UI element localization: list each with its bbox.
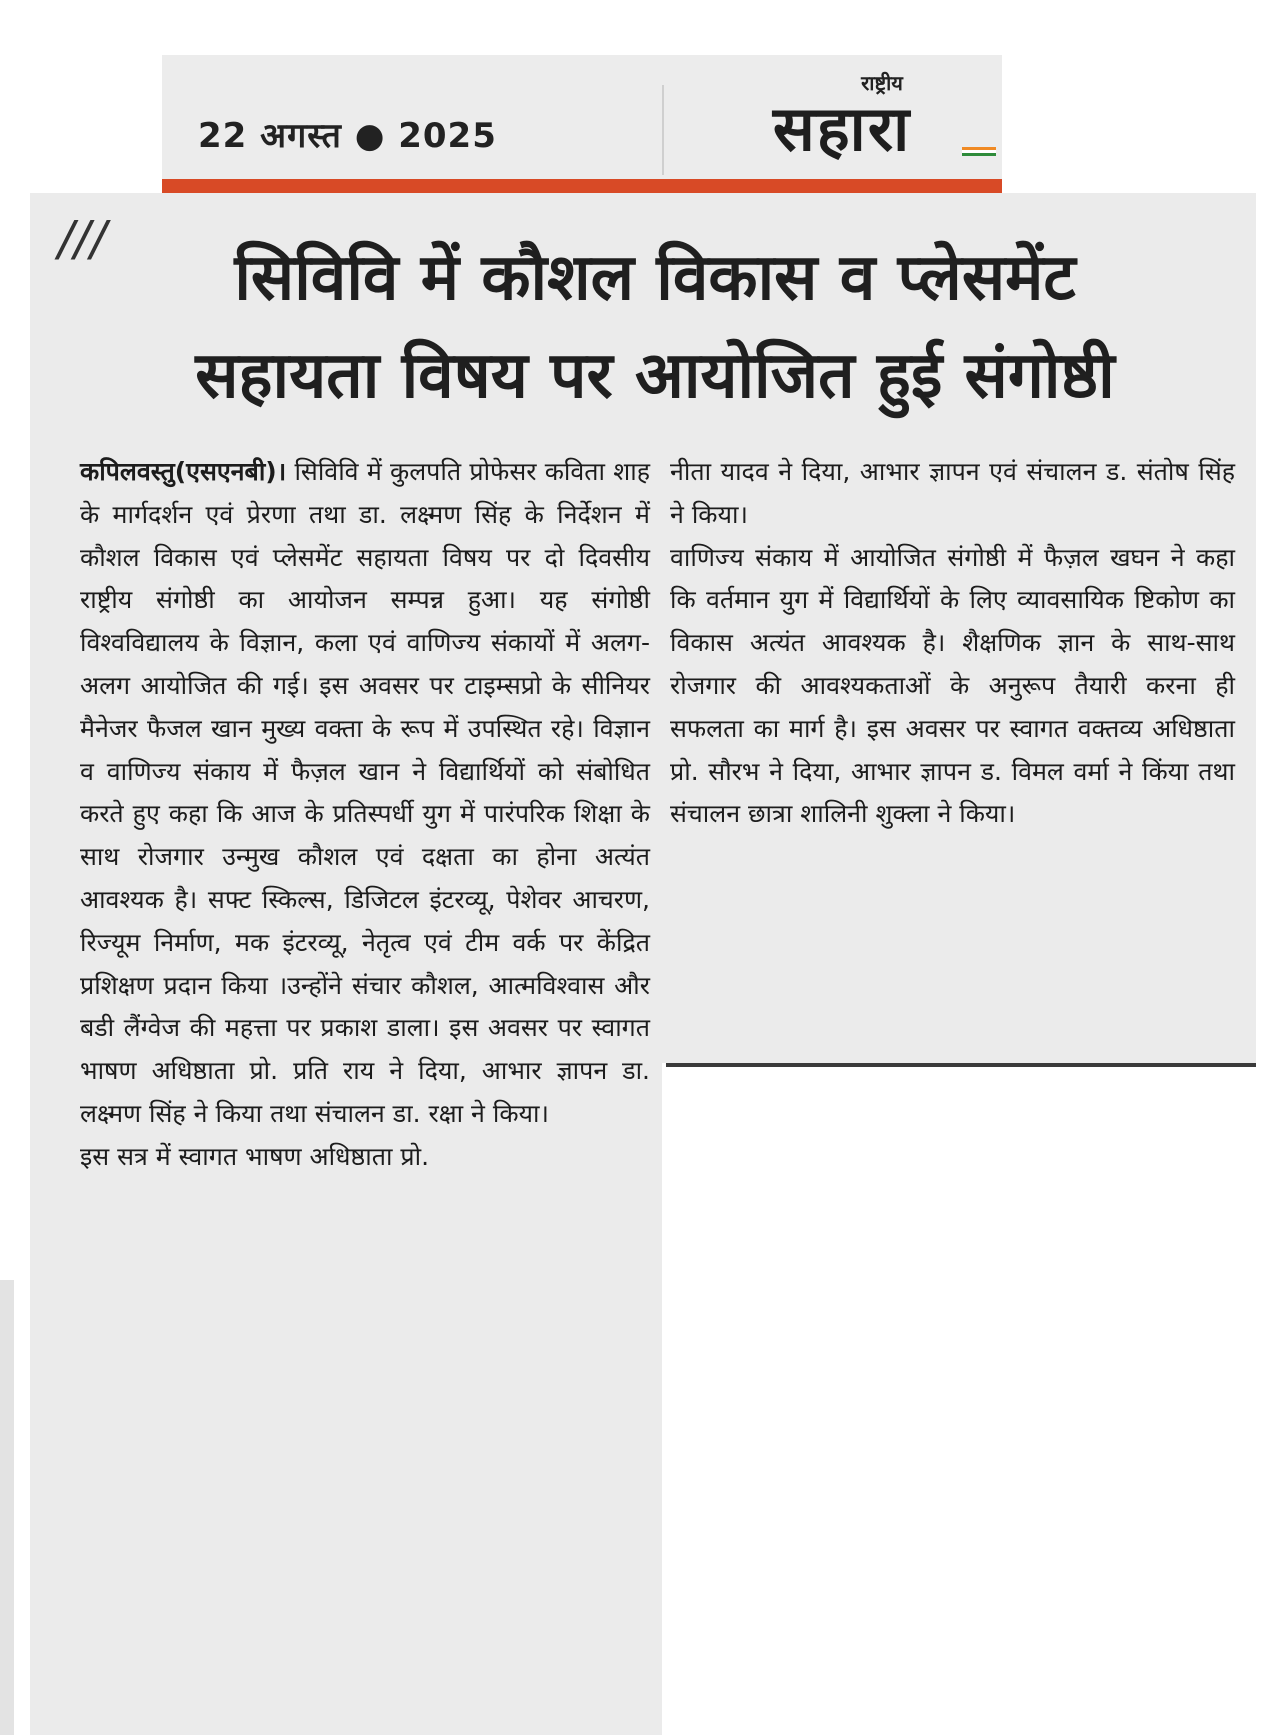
article-right-column <box>670 451 1235 836</box>
article-paragraph <box>80 451 650 1136</box>
article-clipping <box>30 193 1256 1735</box>
tricolor-flag-icon <box>962 147 996 155</box>
article-paragraph: इस सत्र में स्वागत भाषण अधिष्ठाता प्रो. <box>80 1141 430 1171</box>
headline-line-1: सिविवि में कौशल विकास व प्लेसमेंट <box>234 241 1076 315</box>
paragraph-text: सिविवि में कुलपति प्रोफेसर कविता शाह के मार्गदर्शन एवं प्रेरणा तथा डा. लक्ष्मण सिंह के निर्देशन में कौशल विकास एवं प्लेसमेंट सहायता विषय पर दो दिवसीय राष्ट्रीय संगोष्ठी का आयोजन सम्पन्न हुआ। यह संगोष्ठी विश्वविद्यालय के विज्ञान, कला एवं वाणिज्य संकायों में अलग-अलग आयोजित की गई। इस अवसर पर टाइम्सप्रो के सीनियर मैनेजर फैजल खान मुख्य वक्ता के रूप में उपस्थित रहे। विज्ञान व वाणिज्य संकाय में फैज़ल खान ने विद्यार्थियों को संबोधित करते हुए कहा कि आज के प्रतिस्पर्धी युग में पारंपरिक शिक्षा के साथ रोजगार उन्मुख कौशल एवं दक्षता का होना अत्यंत आवश्यक है। सफ्ट स्किल्स, डिजिटल इंटरव्यू, पेशेवर आचरण, रिज्यूम निर्माण, मक इंटरव्यू, नेतृत्व एवं टीम वर्क पर केंद्रित प्रशिक्षण प्रदान किया ।उन्होंने संचार कौशल, आत्मविश्वास और बडी लैंग्वेज की महत्ता पर प्रकाश डाला। इस अवसर पर स्वागत भाषण अधिष्ठाता प्रो. प्रति राय ने दिया, आभार ज्ञापन डा. लक्ष्मण सिंह ने किया तथा संचालन डा. रक्षा ने किया। <box>80 457 650 1128</box>
scan-edge-shadow <box>0 1280 14 1735</box>
newspaper-masthead <box>162 55 1002 195</box>
newspaper-name-prefix: राष्ट्रीय <box>861 71 903 95</box>
masthead-divider <box>662 85 664 175</box>
marker-slash-icon: /// <box>58 211 107 267</box>
article-dateline: कपिलवस्तु(एसएनबी)। <box>80 457 287 486</box>
column-end-rule <box>666 1063 1256 1067</box>
article-headline <box>90 229 1220 425</box>
publication-date: 22 अगस्त ● 2025 <box>198 116 497 156</box>
article-paragraph: नीता यादव ने दिया, आभार ज्ञापन एवं संचालन ड. संतोष सिंह ने किया। <box>670 457 1235 529</box>
newspaper-logo: सहारा <box>772 92 912 165</box>
article-paragraph: वाणिज्य संकाय में आयोजित संगोष्ठी में फैज़ल खघन ने कहा कि वर्तमान युग में विद्यार्थियों के लिए व्यावसायिक ष्टिकोण का विकास अत्यंत आवश्यक है। शैक्षणिक ज्ञान के साथ-साथ रोजगार की आवश्यकताओं के अनुरूप तैयारी करना ही सफलता का मार्ग है। इस अवसर पर स्वागत वक्तव्य अधिष्ठाता प्रो. सौरभ ने दिया, आभार ज्ञापन ड. विमल वर्मा ने किंया तथा संचालन छात्रा शालिनी शुक्ला ने किया। <box>670 542 1235 829</box>
headline-line-2: सहायता विषय पर आयोजित हुई संगोष्ठी <box>195 339 1115 413</box>
article-left-column <box>80 451 650 1179</box>
